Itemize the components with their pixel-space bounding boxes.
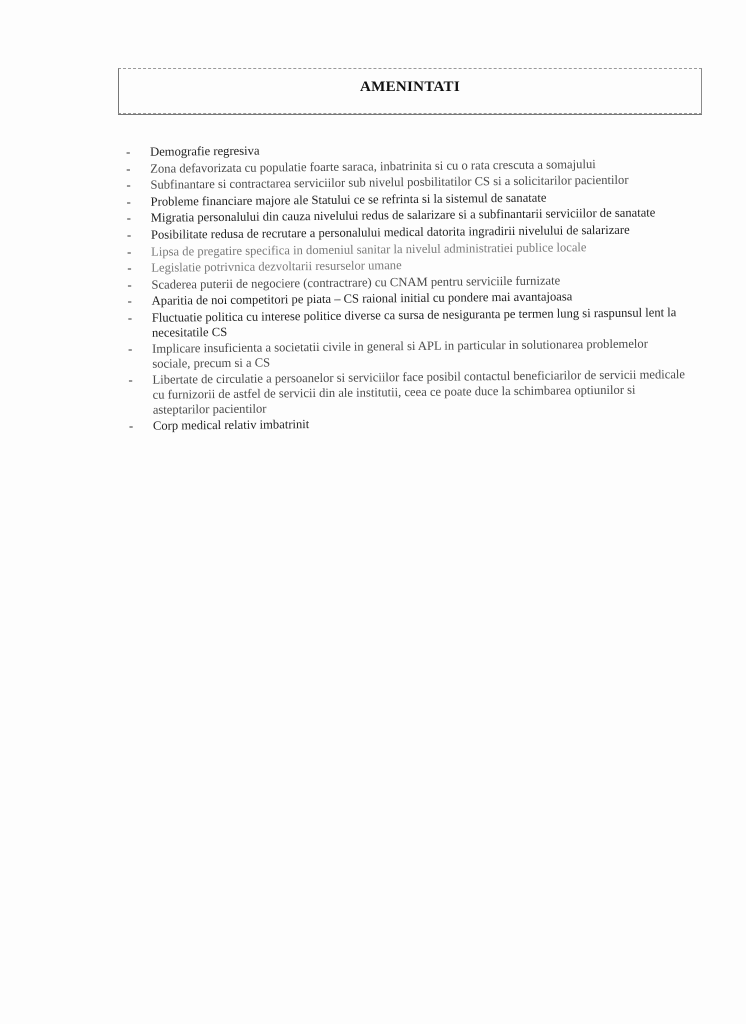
list-item-text: Libertate de circulatie a persoanelor si serviciilor face posibil contactul beneficiarilor de servicii medicale cu furnizorii de astfel de servicii din ale institutii, ceea ce poate duce la schimbarea optiunilor si asteptarilor pacientilor: [152, 367, 686, 417]
list-bullet: -: [126, 227, 132, 242]
list-item: [128, 305, 688, 340]
list-item-text: Corp medical relativ imbatrinit: [152, 417, 310, 433]
list-bullet: -: [127, 294, 132, 309]
list-bullet: -: [127, 310, 133, 325]
list-bullet: -: [127, 261, 132, 276]
list-bullet: -: [126, 178, 131, 193]
title-box: [118, 68, 702, 114]
list-item: [128, 367, 688, 417]
list-bullet: -: [128, 419, 134, 434]
list-item-text: Legislatie potrivnica dezvoltarii resurselor umane: [151, 258, 402, 275]
list-item-text: Subfinantare si contractarea serviciilor sub nivelul posbilitatilor CS si a solicitarilor pacientilor: [150, 172, 629, 192]
list-item-text: Posibilitate redusa de recrutare a personalului medical datorita ingradirii nivelului de salarizare: [150, 222, 630, 242]
threats-list: [126, 139, 689, 436]
list-bullet: -: [126, 211, 132, 226]
page-title: AMENINTATI: [360, 79, 460, 95]
list-item-text: Zona defavorizata cu populatie foarte saraca, inbatrinita si cu o rata crescuta a somajului: [150, 156, 596, 176]
list-item-text: Lipsa de pregatire specifica in domeniul sanitar la nivelul administratiei publice locale: [151, 239, 587, 259]
list-item-text: Migratia personalului din cauza nivelului redus de salarizare si a subfinantarii serviciilor de sanatate: [150, 205, 656, 226]
list-item-text: Fluctuatie politica cu interese politice diverse ca sursa de nesiguranta pe termen lung si raspunsul lent la necesitatile CS: [151, 305, 677, 340]
list-bullet: -: [126, 194, 131, 209]
list-item-text: Scaderea puterii de negociere (contractrare) cu CNAM pentru serviciile furnizate: [151, 273, 561, 292]
list-item-text: Aparitia de noi competitori pe piata – CS raional initial cu pondere mai avantajoasa: [151, 289, 573, 309]
list-item: [128, 336, 688, 371]
list-bullet: -: [126, 161, 131, 176]
list-bullet: -: [127, 277, 132, 292]
list-item-text: Probleme financiare majore ale Statului ce se refrinta si la sistemul de sanatate: [150, 190, 547, 209]
list-item-text: Demografie regresiva: [149, 143, 260, 159]
list-bullet: -: [127, 244, 132, 259]
list-bullet: -: [128, 373, 133, 388]
list-bullet: -: [128, 342, 133, 357]
list-item-text: Implicare insuficienta a societatii civile in general si APL in particular in solutionarea problemelor sociale, precum si a CS: [152, 336, 648, 371]
list-item: [129, 413, 689, 433]
list-bullet: -: [126, 144, 131, 159]
